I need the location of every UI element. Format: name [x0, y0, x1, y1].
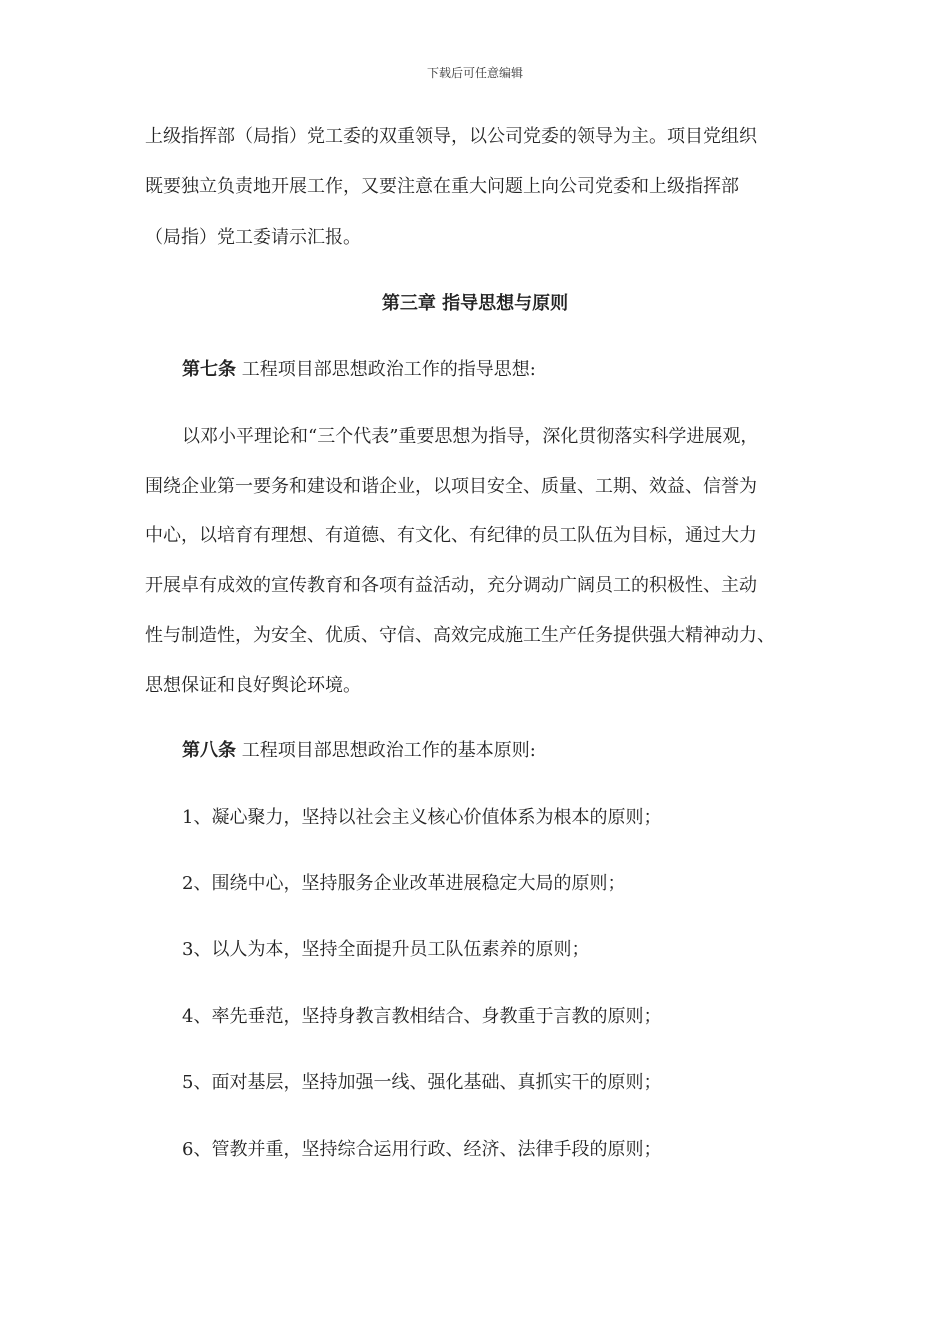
article-8-text: 工程项目部思想政治工作的基本原则:	[236, 740, 536, 761]
article-7-text: 工程项目部思想政治工作的指导思想:	[236, 359, 536, 380]
guideline-line: 开展卓有成效的宣传教育和各项有益活动，充分调动广阔员工的积极性、主动	[145, 575, 757, 596]
principle-item: 6、管教并重，坚持综合运用行政、经济、法律手段的原则；	[182, 1139, 662, 1160]
guideline-line: 思想保证和良好舆论环境。	[145, 675, 361, 696]
guideline-line: 以邓小平理论和“三个代表”重要思想为指导，深化贯彻落实科学进展观，	[182, 426, 759, 447]
article-8-label: 第八条	[182, 740, 236, 761]
header-note: 下载后可任意编辑	[426, 66, 523, 80]
guideline-line: 围绕企业第一要务和建设和谐企业，以项目安全、质量、工期、效益、信誉为	[145, 476, 757, 497]
guideline-line: 中心，以培育有理想、有道德、有文化、有纪律的员工队伍为目标，通过大力	[145, 525, 757, 546]
principle-item: 4、率先垂范，坚持身教言教相结合、身教重于言教的原则；	[182, 1006, 662, 1027]
intro-line: 既要独立负责地开展工作，又要注意在重大问题上向公司党委和上级指挥部	[145, 176, 739, 197]
article-7	[182, 358, 536, 382]
chapter-title: 第三章 指导思想与原则	[381, 293, 569, 314]
article-8	[182, 739, 536, 763]
guideline-line: 性与制造性，为安全、优质、守信、高效完成施工生产任务提供强大精神动力、	[145, 625, 775, 646]
intro-line: （局指）党工委请示汇报。	[145, 227, 361, 248]
principle-item: 1、凝心聚力，坚持以社会主义核心价值体系为根本的原则；	[182, 807, 662, 828]
principle-item: 5、面对基层，坚持加强一线、强化基础、真抓实干的原则；	[182, 1072, 662, 1093]
principle-item: 3、以人为本，坚持全面提升员工队伍素养的原则；	[182, 939, 590, 960]
intro-line: 上级指挥部（局指）党工委的双重领导，以公司党委的领导为主。项目党组织	[145, 126, 757, 147]
article-7-label: 第七条	[182, 359, 236, 380]
principle-item: 2、围绕中心，坚持服务企业改革进展稳定大局的原则；	[182, 873, 626, 894]
